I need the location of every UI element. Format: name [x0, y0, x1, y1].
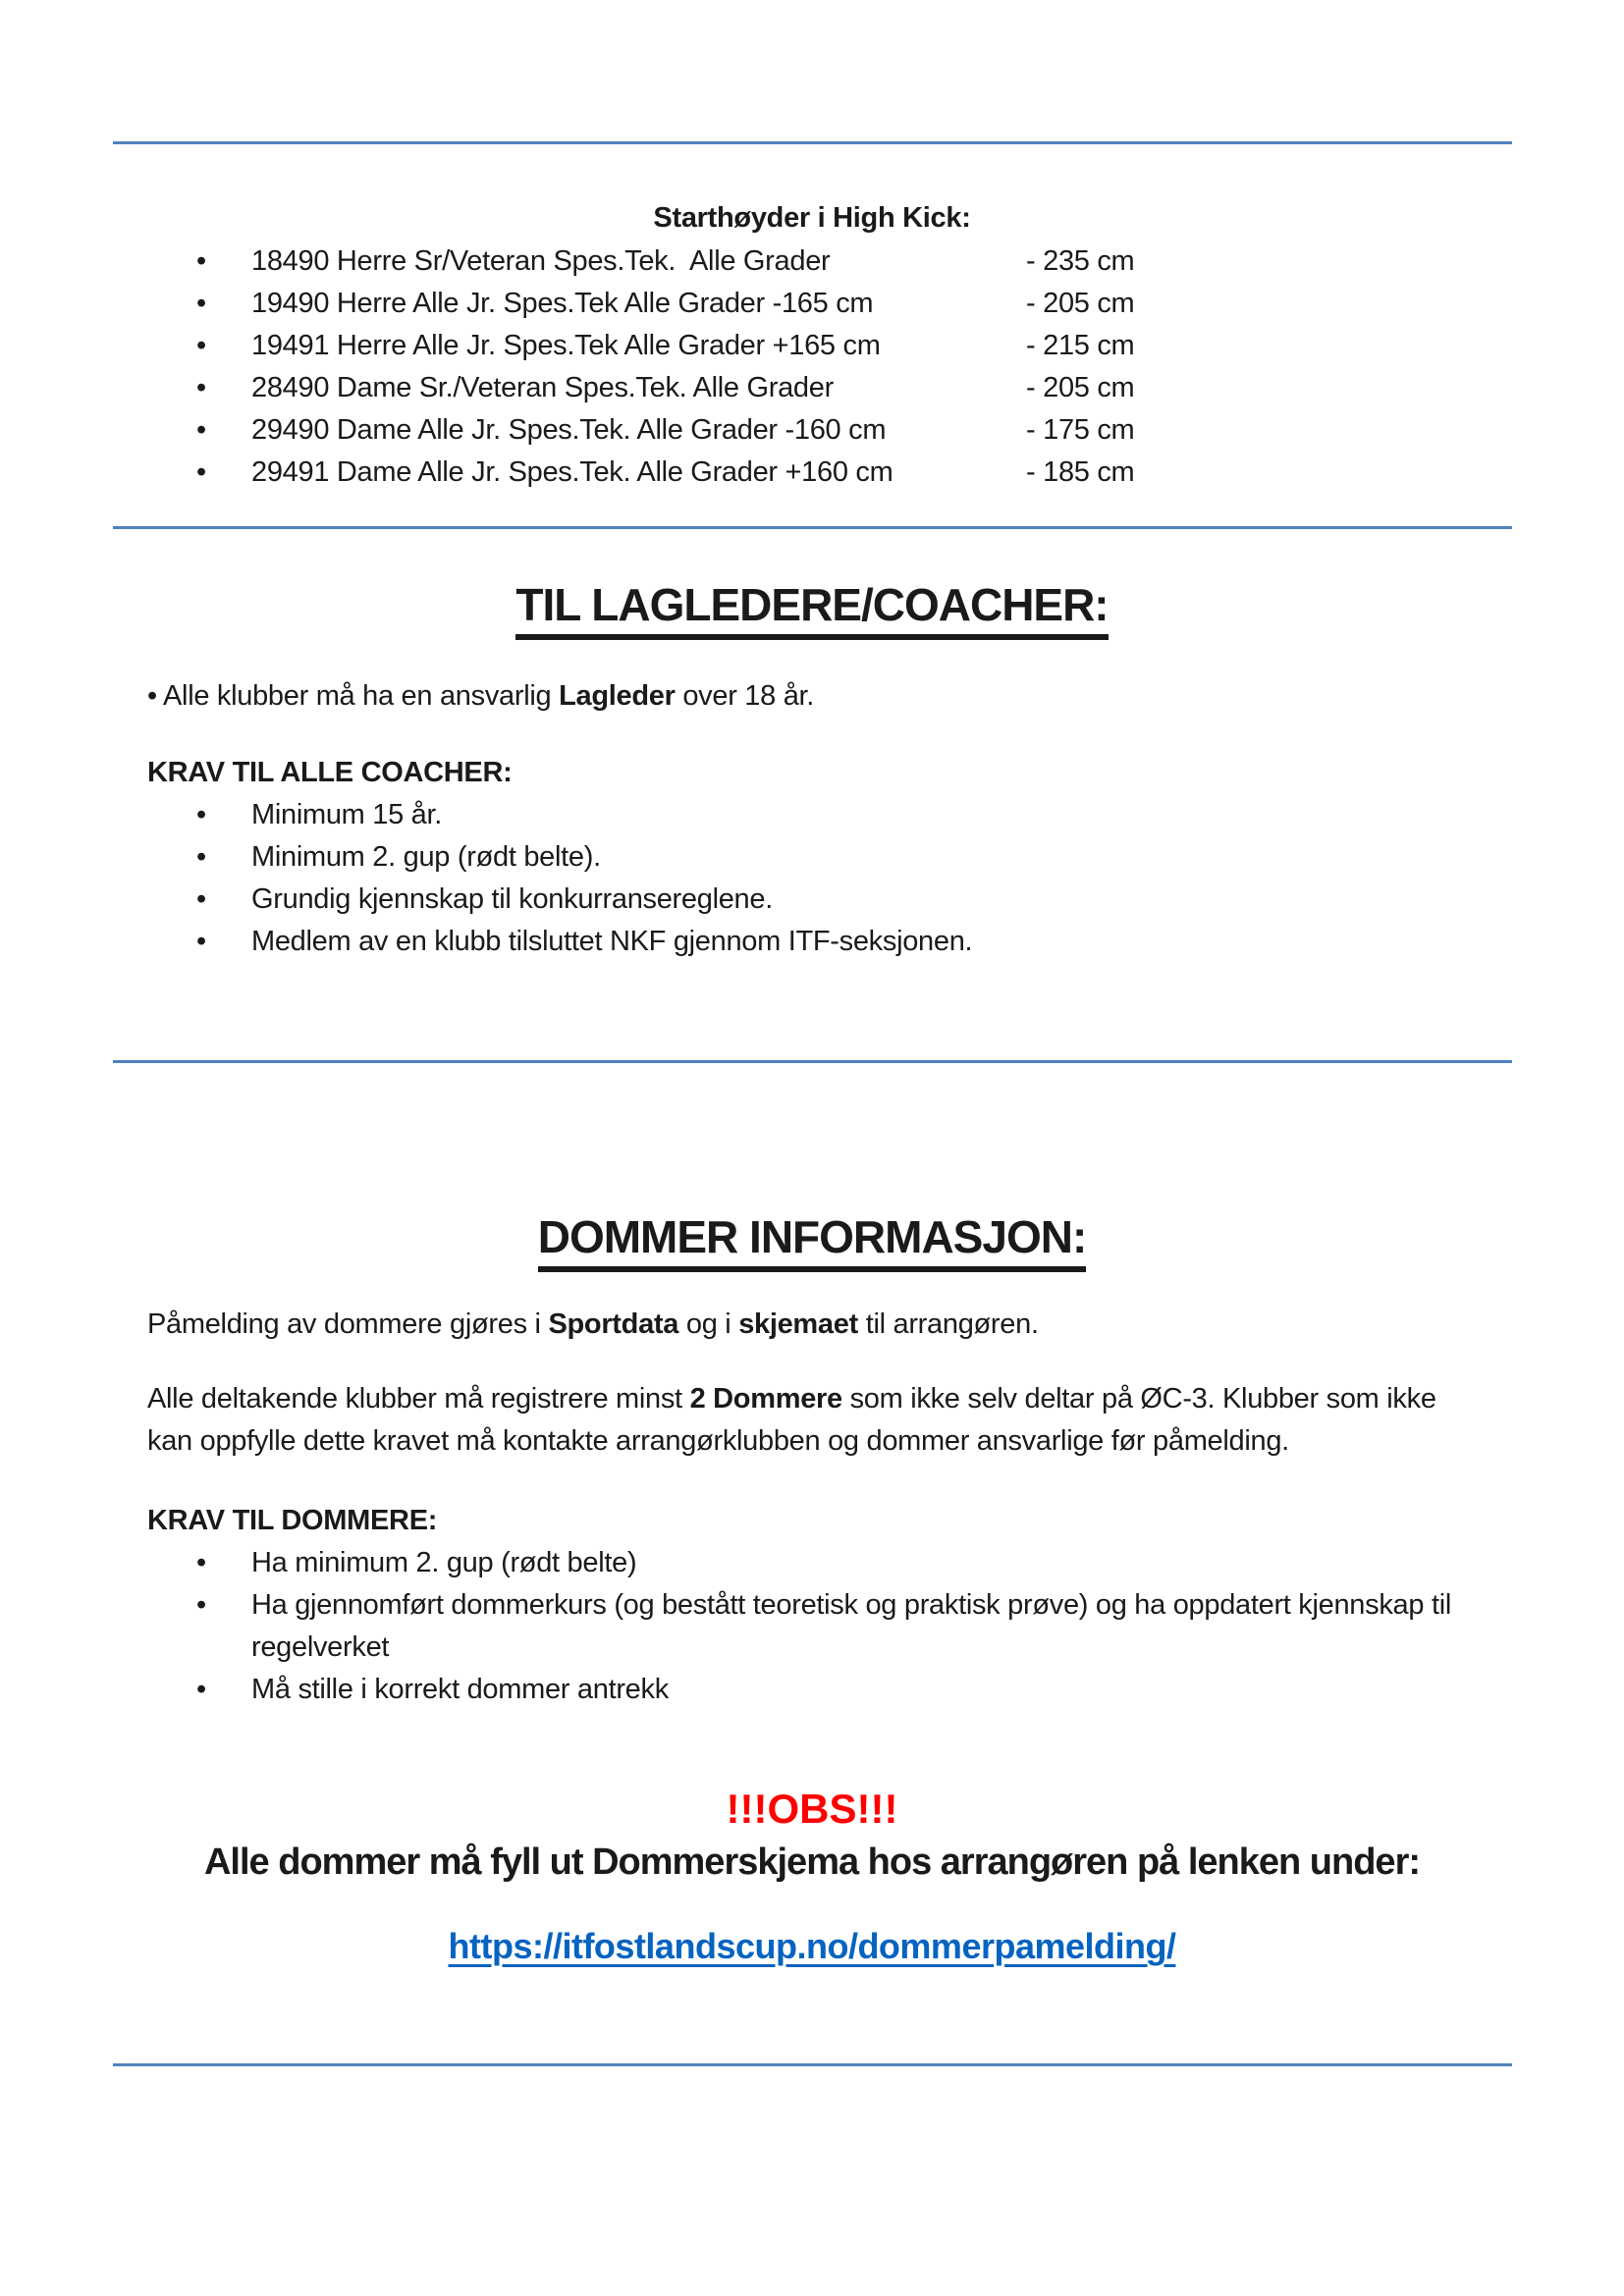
bullet-icon: • [196, 456, 206, 488]
list-item-text: Minimum 2. gup (rødt belte). [251, 841, 601, 873]
section-heading-text: TIL LAGLEDERE/COACHER: [515, 577, 1108, 640]
starthoyde-row [196, 283, 1522, 325]
section-heading-text: DOMMER INFORMASJON: [538, 1209, 1087, 1272]
bullet-icon: • [196, 841, 206, 873]
text-run: som ikke selv deltar på ØC-3. Klubber som ikke kan oppfylle dette kravet må kontakte arrangørklubben og dommer ansvarlige før påmelding. [147, 1383, 1436, 1457]
dommer-requirement-paragraph [147, 1378, 1483, 1463]
obs-alert: !!!OBS!!! [726, 1786, 898, 1832]
list-item-text: Ha gjennomført dommerkurs (og bestått teoretisk og praktisk prøve) og ha oppdatert kjennskap til regelverket [251, 1589, 1451, 1663]
section-heading-dommer [0, 1209, 1624, 1272]
starthoyde-row [196, 367, 1522, 409]
starthoyde-value: - 175 cm [1026, 414, 1135, 446]
starthoyde-value: - 205 cm [1026, 372, 1135, 403]
starthoyder-list [196, 240, 1522, 494]
text-run: • Alle klubber må ha en ansvarlig [147, 680, 560, 712]
starthoyder-title: Starthøyder i High Kick: [653, 202, 971, 234]
bullet-icon: • [196, 1589, 206, 1621]
list-item-text: Minimum 15 år. [251, 799, 443, 830]
text-run: over 18 år. [675, 680, 815, 712]
dommer-registration-paragraph [147, 1304, 1483, 1346]
starthoyde-value: - 235 cm [1026, 245, 1135, 277]
krav-coacher-list [196, 794, 1483, 963]
starthoyde-value: - 185 cm [1026, 456, 1135, 488]
bullet-icon: • [196, 414, 206, 446]
bullet-icon: • [196, 926, 206, 957]
starthoyde-label: 18490 Herre Sr/Veteran Spes.Tek. Alle Grader [251, 245, 831, 277]
bold-text-run: skjemaet [738, 1308, 858, 1340]
list-item [196, 836, 1483, 879]
list-item [196, 921, 1483, 963]
bullet-icon: • [196, 288, 206, 319]
section-divider [113, 526, 1512, 529]
dommerskjema-callout: Alle dommer må fyll ut Dommerskjema hos arrangøren på lenken under: [203, 1842, 1421, 1883]
list-item [196, 794, 1483, 836]
bullet-icon: • [196, 372, 206, 403]
section-divider [113, 1060, 1512, 1063]
bold-text-run: Sportdata [548, 1308, 679, 1340]
krav-coacher-heading: KRAV TIL ALLE COACHER: [147, 757, 513, 788]
list-item-text: Ha minimum 2. gup (rødt belte) [251, 1547, 637, 1578]
starthoyde-label: 29491 Dame Alle Jr. Spes.Tek. Alle Grader +160 cm [251, 456, 893, 488]
lagleder-requirement-paragraph [147, 675, 1483, 718]
krav-dommere-heading: KRAV TIL DOMMERE: [147, 1505, 438, 1536]
section-divider [113, 2063, 1512, 2066]
text-run: Alle deltakende klubber må registrere minst [147, 1383, 690, 1415]
section-divider [113, 141, 1512, 144]
section-heading-lagledere [0, 577, 1624, 640]
starthoyde-value: - 215 cm [1026, 330, 1135, 361]
list-item-text: Må stille i korrekt dommer antrekk [251, 1674, 669, 1705]
dommer-registration-link[interactable]: https://itfostlandscup.no/dommerpamelding/ [448, 1926, 1176, 1966]
list-item [196, 1542, 1483, 1584]
starthoyde-row [196, 325, 1522, 367]
link-row [0, 1920, 1624, 1981]
krav-dommere-list [196, 1542, 1483, 1711]
list-item-text: Medlem av en klubb tilsluttet NKF gjennom ITF-seksjonen. [251, 926, 973, 957]
text-run: til arrangøren. [857, 1308, 1039, 1340]
starthoyde-label: 28490 Dame Sr./Veteran Spes.Tek. Alle Grader [251, 372, 834, 403]
bullet-icon: • [196, 883, 206, 915]
starthoyde-value: - 205 cm [1026, 288, 1135, 319]
bullet-icon: • [196, 1547, 206, 1578]
bullet-icon: • [196, 799, 206, 830]
bullet-icon: • [196, 330, 206, 361]
starthoyde-row [196, 452, 1522, 494]
starthoyde-label: 29490 Dame Alle Jr. Spes.Tek. Alle Grader -160 cm [251, 414, 887, 446]
bold-text-run: 2 Dommere [689, 1383, 842, 1415]
bullet-icon: • [196, 1674, 206, 1705]
starthoyde-row [196, 240, 1522, 283]
starthoyde-label: 19490 Herre Alle Jr. Spes.Tek Alle Grader -165 cm [251, 288, 874, 319]
list-item [196, 1584, 1483, 1669]
starthoyde-row [196, 409, 1522, 452]
list-item-text: Grundig kjennskap til konkurransereglene. [251, 883, 773, 915]
starthoyde-label: 19491 Herre Alle Jr. Spes.Tek Alle Grader +165 cm [251, 330, 881, 361]
list-item [196, 879, 1483, 921]
bullet-icon: • [196, 245, 206, 277]
list-item [196, 1669, 1483, 1711]
text-run: Påmelding av dommere gjøres i [147, 1308, 549, 1340]
text-run: og i [678, 1308, 739, 1340]
bold-text-run: Lagleder [559, 680, 676, 712]
